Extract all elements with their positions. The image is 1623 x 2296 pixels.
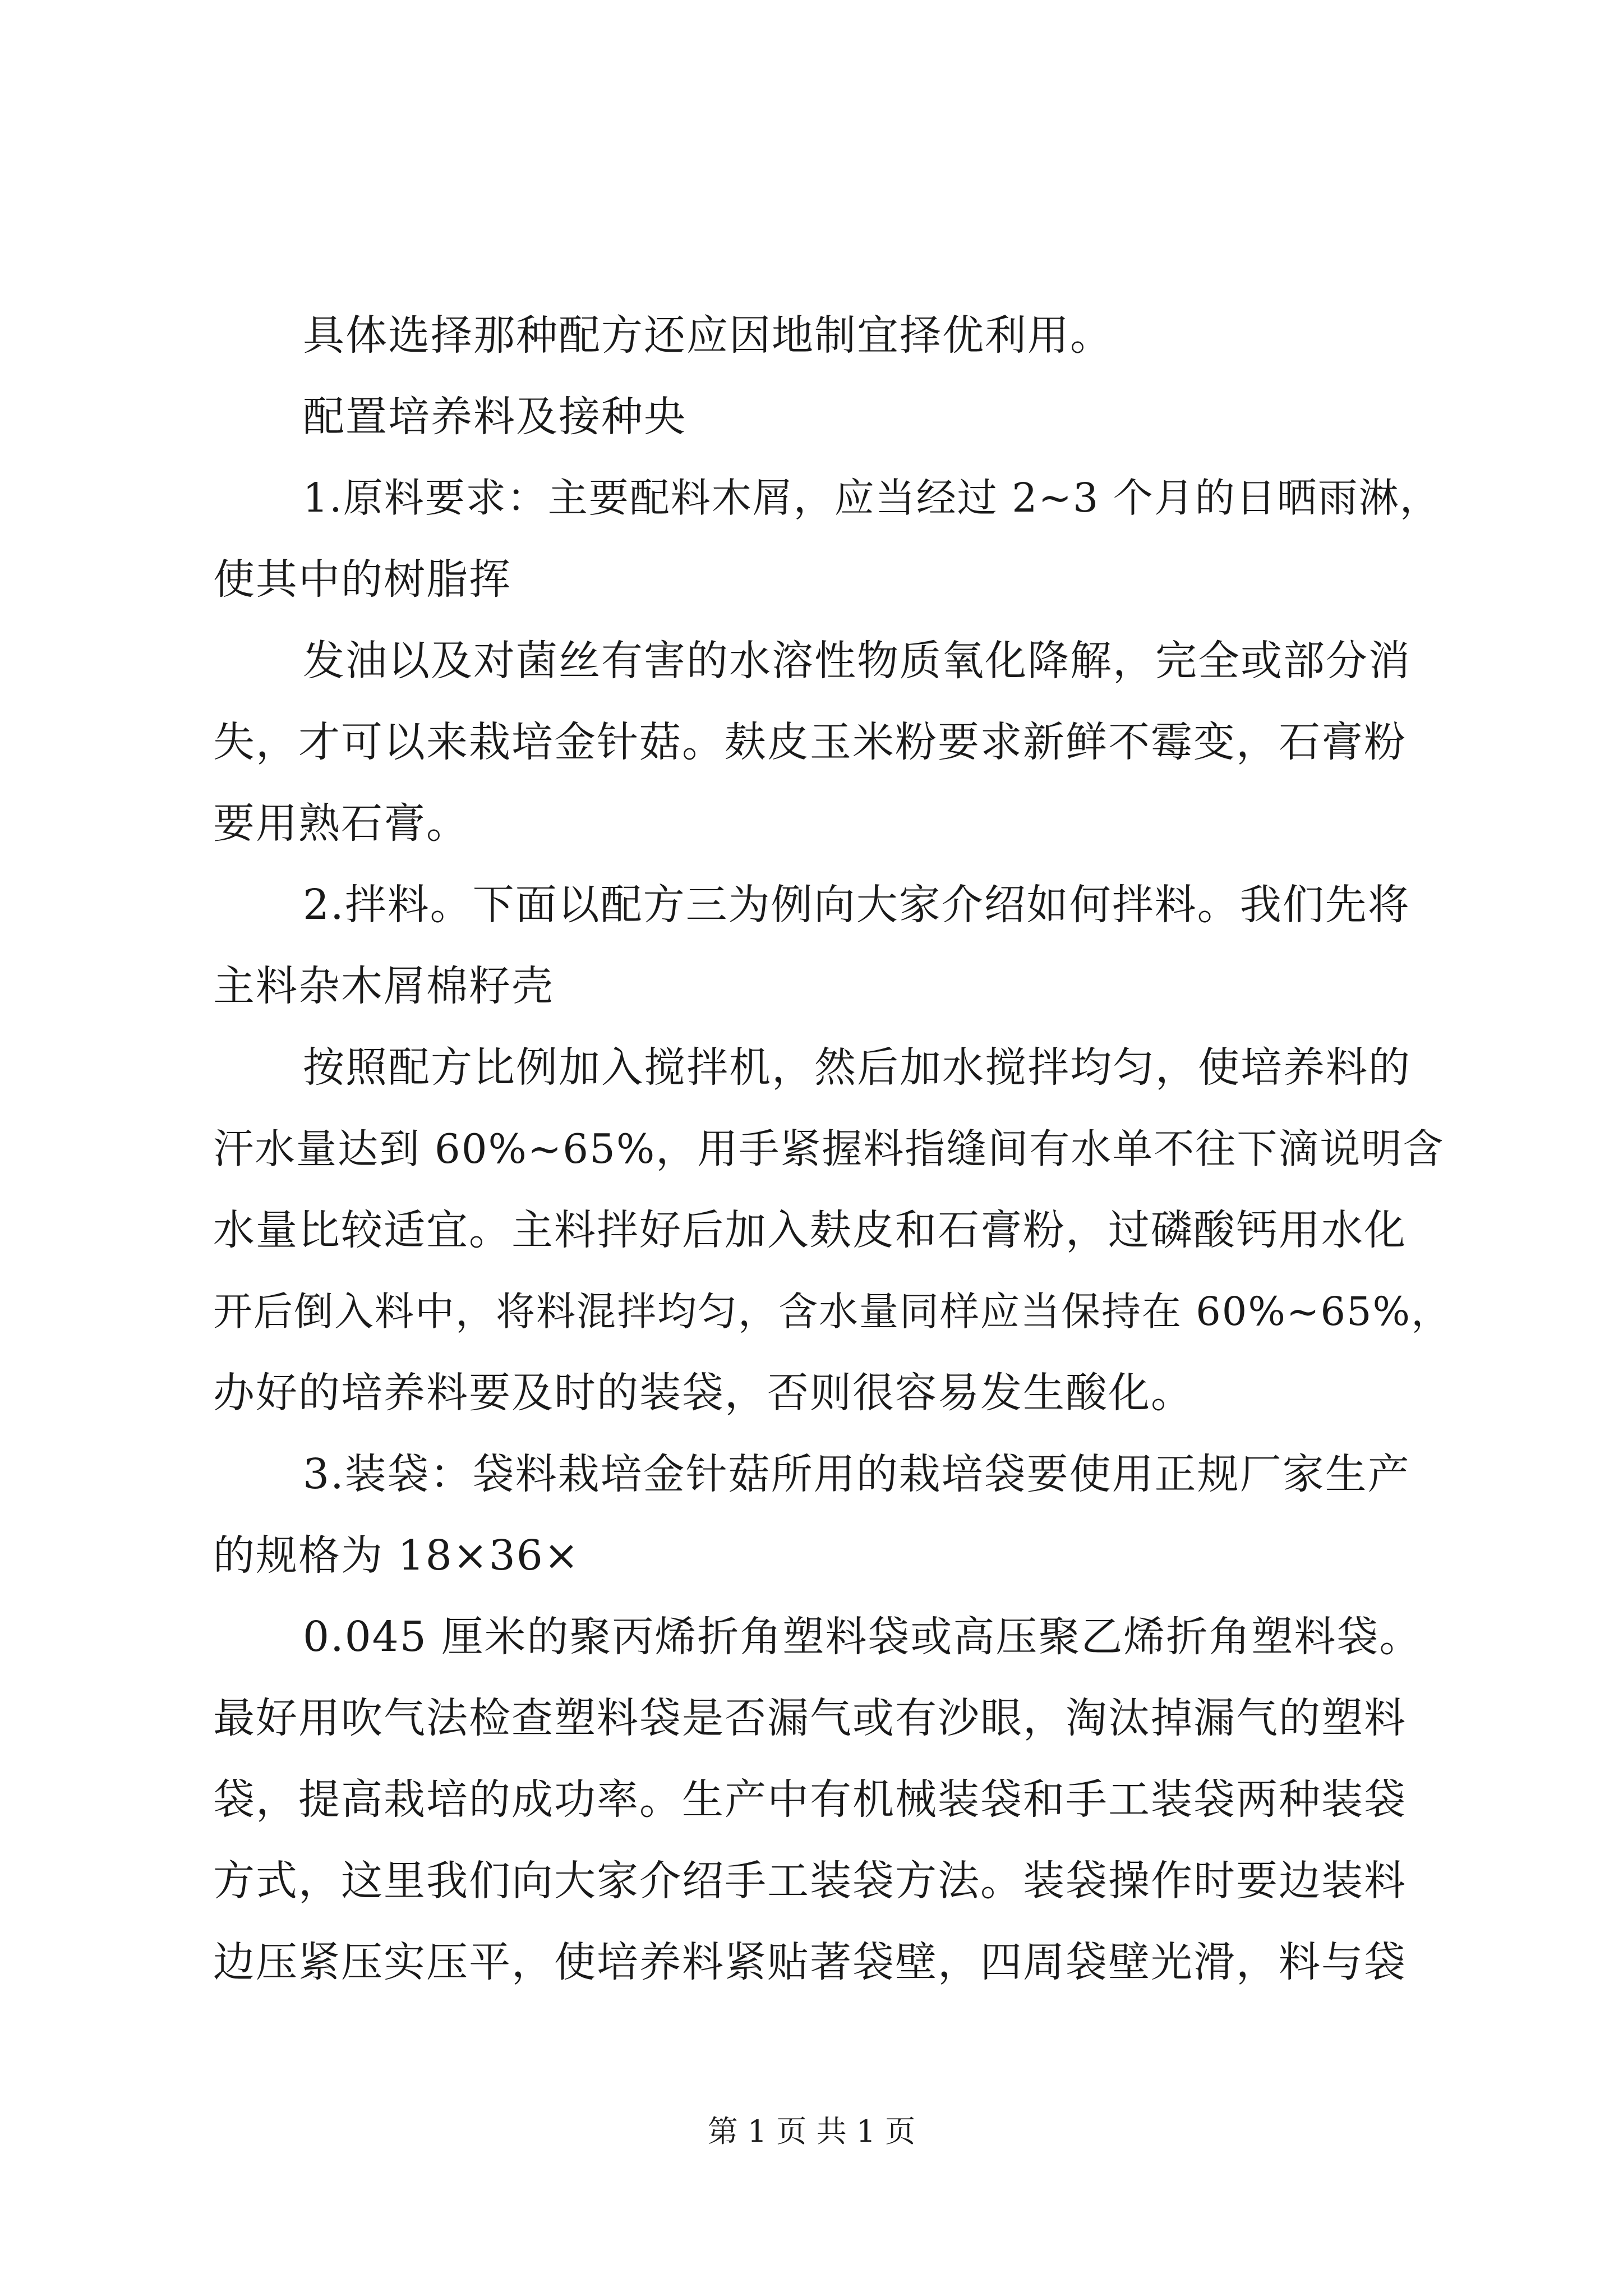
page-footer: 第 1 页 共 1 页 [707,2114,916,2149]
paragraph-line: 2.拌料。下面以配方三为例向大家介绍如何拌料。我们先将 [303,881,1410,929]
paragraph-line: 方式，这里我们向大家介绍手工装袋方法。装袋操作时要边装料 [213,1857,1407,1905]
paragraph-line: 按照配方比例加入搅拌机，然后加水搅拌均匀，使培养料的 [303,1043,1411,1092]
paragraph-line: 主料杂木屑棉籽壳 [213,962,554,1010]
paragraph-line: 0.045 厘米的聚丙烯折角塑料袋或高压聚乙烯折角塑料袋。 [303,1613,1422,1661]
paragraph-line: 的规格为 18×36× [213,1531,580,1580]
paragraph-line: 配置培养料及接种央 [303,393,686,441]
paragraph-line: 使其中的树脂挥 [213,555,511,604]
paragraph-line: 边压紧压实压平，使培养料紧贴著袋壁，四周袋壁光滑，料与袋 [213,1938,1407,1986]
paragraph-line: 袋，提高栽培的成功率。生产中有机械装袋和手工装袋两种装袋 [213,1775,1407,1824]
paragraph-line: 具体选择那种配方还应因地制宜择优利用。 [303,311,1113,360]
paragraph-line: 失，才可以来栽培金针菇。麸皮玉米粉要求新鲜不霉变，石膏粉 [213,718,1407,766]
paragraph-line: 3.装袋：袋料栽培金针菇所用的栽培袋要使用正规厂家生产 [303,1450,1410,1498]
paragraph-line: 汗水量达到 60%~65%，用手紧握料指缝间有水单不往下滴说明含 [213,1125,1445,1172]
paragraph-line: 办好的培养料要及时的装袋，否则很容易发生酸化。 [213,1369,1193,1417]
paragraph-line: 开后倒入料中，将料混拌均匀，含水量同样应当保持在 60%~65%， [213,1289,1452,1335]
paragraph-line: 要用熟石膏。 [213,799,469,848]
paragraph-line: 1.原料要求：主要配料木屑，应当经过 2~3 个月的日晒雨淋， [303,475,1441,521]
paragraph-line: 水量比较适宜。主料拌好后加入麸皮和石膏粉，过磷酸钙用水化 [213,1206,1407,1254]
paragraph-line: 发油以及对菌丝有害的水溶性物质氧化降解，完全或部分消 [303,637,1411,685]
paragraph-line: 最好用吹气法检查塑料袋是否漏气或有沙眼，淘汰掉漏气的塑料 [213,1694,1407,1742]
